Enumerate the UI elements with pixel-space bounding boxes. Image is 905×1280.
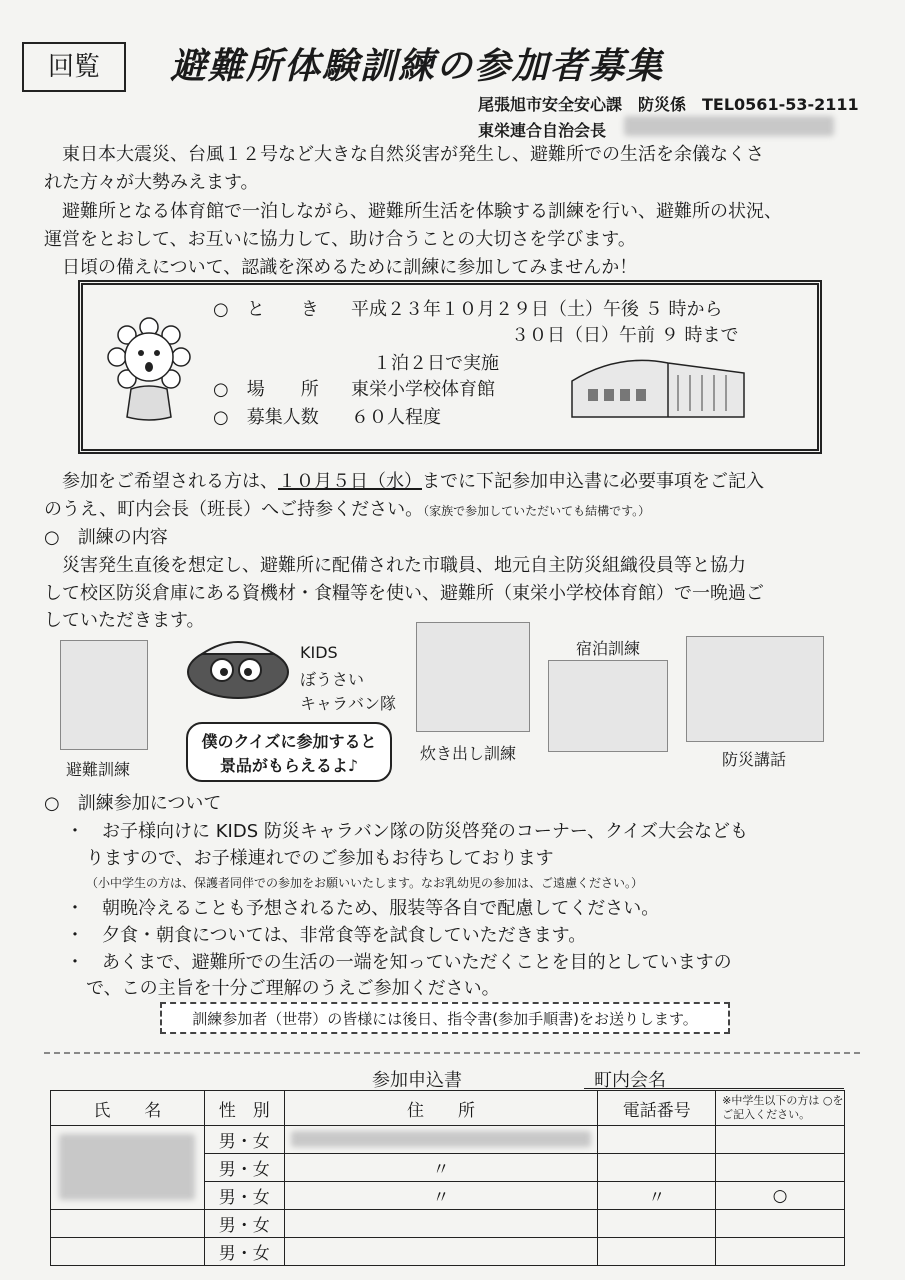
participation-bullet: ・ 夕食・朝食については、非常食等を試食していただきます。	[66, 925, 587, 946]
apply-line	[62, 468, 764, 496]
participation-bullet: で、この主旨を十分ご理解のうえご参加ください。	[86, 978, 500, 999]
sunflower-mascot-icon	[101, 313, 197, 423]
intro-line: 運営をとおして、お互いに協力して、助け合うことの大切さを学びます。	[44, 229, 636, 250]
participation-note: （小中学生の方は、保護者同伴での参加をお願いいたします。なお乳幼児の参加は、ご遠慮ください。）	[86, 876, 644, 890]
disaster-talk-illustration	[686, 636, 824, 742]
name-cell[interactable]	[51, 1126, 205, 1210]
overnight-drill-illustration	[548, 660, 668, 752]
form-title: 参加申込書	[372, 1070, 462, 1091]
when-end: ３０日（日）午前 ９ 時まで	[511, 325, 739, 346]
phone-cell[interactable]	[598, 1210, 716, 1238]
name-column-header: 氏 名	[51, 1091, 205, 1126]
redacted-address	[291, 1131, 591, 1147]
intro-line: 日頃の備えについて、認識を深めるために訓練に参加してみませんか！	[62, 257, 638, 278]
evacuation-drill-caption: 避難訓練	[66, 760, 131, 779]
gender-cell[interactable]: 男・女	[204, 1126, 284, 1154]
kids-label: KIDS	[300, 643, 338, 662]
address-cell[interactable]	[284, 1182, 598, 1210]
disaster-talk-caption: 防災講話	[722, 750, 787, 769]
kids-label: ぼうさい	[300, 670, 365, 689]
when-duration: １泊２日で実施	[373, 353, 499, 374]
apply-text: 参加をご希望される方は、	[62, 471, 278, 492]
minor-cell[interactable]	[716, 1154, 845, 1182]
phone-column-header: 電話番号	[598, 1091, 716, 1126]
participation-bullet: ・ 朝晩冷えることも予想されるため、服装等各自で配慮してください。	[66, 898, 660, 919]
gender-cell[interactable]: 男・女	[204, 1182, 284, 1210]
quiz-speech-bubble	[186, 722, 392, 782]
cooking-drill-illustration	[416, 622, 530, 732]
name-cell[interactable]	[51, 1238, 205, 1266]
circulation-stamp: 回覧	[22, 42, 126, 92]
phone-cell[interactable]	[598, 1182, 716, 1210]
phone-cell[interactable]	[598, 1238, 716, 1266]
count-label: ○ 募集人数	[213, 407, 319, 428]
ditto-mark: 〃	[432, 1188, 450, 1208]
participation-bullet: ・ あくまで、避難所での生活の一端を知っていただくことを目的としていますの	[66, 952, 732, 973]
gender-cell[interactable]: 男・女	[204, 1210, 284, 1238]
address-cell[interactable]	[284, 1210, 598, 1238]
town-label: 町内会名	[594, 1070, 666, 1091]
redacted-chairman-name	[624, 116, 834, 136]
bubble-line: 景品がもらえるよ♪	[219, 756, 359, 775]
content-line: 災害発生直後を想定し、避難所に配備された市職員、地元自主防災組織役員等と協力	[62, 555, 746, 576]
participation-bullet: りますので、お子様連れでのご参加もお待ちしております	[86, 848, 554, 869]
event-details-box	[78, 280, 822, 454]
content-line: していただきます。	[44, 610, 205, 631]
place-value: 東栄小学校体育館	[351, 379, 495, 400]
apply-text: のうえ、町内会長（班長）へご持参ください。	[44, 499, 424, 520]
application-form-table	[50, 1090, 845, 1266]
chairman-label: 東栄連合自治会長	[478, 121, 607, 140]
address-cell[interactable]	[284, 1126, 598, 1154]
section-heading: ○ 訓練の内容	[44, 527, 168, 548]
gender-cell[interactable]: 男・女	[204, 1238, 284, 1266]
section-heading: ○ 訓練参加について	[44, 793, 222, 814]
evacuation-drill-illustration	[60, 640, 148, 750]
gender-column-header: 性 別	[204, 1091, 284, 1126]
minor-circle-mark: ○	[772, 1185, 788, 1206]
participation-bullet: ・ お子様向けに KIDS 防災キャラバン隊の防災啓発のコーナー、クイズ大会なども	[66, 821, 749, 842]
minor-cell[interactable]	[716, 1126, 845, 1154]
minor-cell[interactable]	[716, 1238, 845, 1266]
follow-up-notice: 訓練参加者（世帯）の皆様には後日、指令書(参加手順書)をお送りします。	[160, 1002, 730, 1034]
deadline-date: １０月５日（水）	[278, 471, 422, 492]
intro-line: 東日本大震災、台風１２号など大きな自然災害が発生し、避難所での生活を余儀なくさ	[62, 144, 764, 165]
page-title: 避難所体験訓練の参加者募集	[170, 46, 665, 87]
minor-cell[interactable]	[716, 1210, 845, 1238]
phone-cell[interactable]	[598, 1154, 716, 1182]
kids-label: キャラバン隊	[300, 694, 397, 713]
table-row	[51, 1238, 845, 1266]
town-underline	[584, 1088, 844, 1089]
count-value: ６０人程度	[351, 407, 441, 428]
intro-line: 避難所となる体育館で一泊しながら、避難所生活を体験する訓練を行い、避難所の状況、	[62, 201, 782, 222]
apply-text: までに下記参加申込書に必要事項をご記入	[422, 471, 764, 492]
intro-line: れた方々が大勢みえます。	[44, 172, 259, 193]
bubble-line: 僕のクイズに参加すると	[201, 732, 377, 751]
cut-line	[44, 1052, 860, 1054]
redacted-names	[59, 1134, 195, 1200]
address-cell[interactable]	[284, 1154, 598, 1182]
caravan-mascot-icon	[182, 632, 294, 704]
address-column-header: 住 所	[284, 1091, 598, 1126]
minor-column-header: ※中学生以下の方は ○をご記入ください。	[716, 1091, 845, 1126]
content-line: して校区防災倉庫にある資機材・食糧等を使い、避難所（東栄小学校体育館）で一晩過ご	[44, 583, 764, 604]
gender-cell[interactable]: 男・女	[204, 1154, 284, 1182]
apply-note: （家族で参加していただいても結構です。）	[423, 504, 651, 518]
department-contact: 尾張旭市安全安心課 防災係 TEL0561-53-2111	[478, 95, 859, 114]
apply-line	[44, 496, 650, 525]
place-label: ○ 場 所	[213, 379, 319, 400]
ditto-mark: 〃	[648, 1188, 666, 1208]
phone-cell[interactable]	[598, 1126, 716, 1154]
table-row	[51, 1210, 845, 1238]
when-start: 平成２３年１０月２９日（土）午後 ５ 時から	[351, 299, 723, 320]
ditto-mark: 〃	[432, 1160, 450, 1180]
overnight-drill-caption: 宿泊訓練	[576, 639, 641, 658]
gymnasium-icon	[568, 351, 748, 421]
address-cell[interactable]	[284, 1238, 598, 1266]
cooking-drill-caption: 炊き出し訓練	[420, 744, 517, 763]
name-cell[interactable]	[51, 1210, 205, 1238]
table-row	[51, 1126, 845, 1154]
minor-cell[interactable]	[716, 1182, 845, 1210]
when-label: ○ と き	[213, 299, 319, 320]
